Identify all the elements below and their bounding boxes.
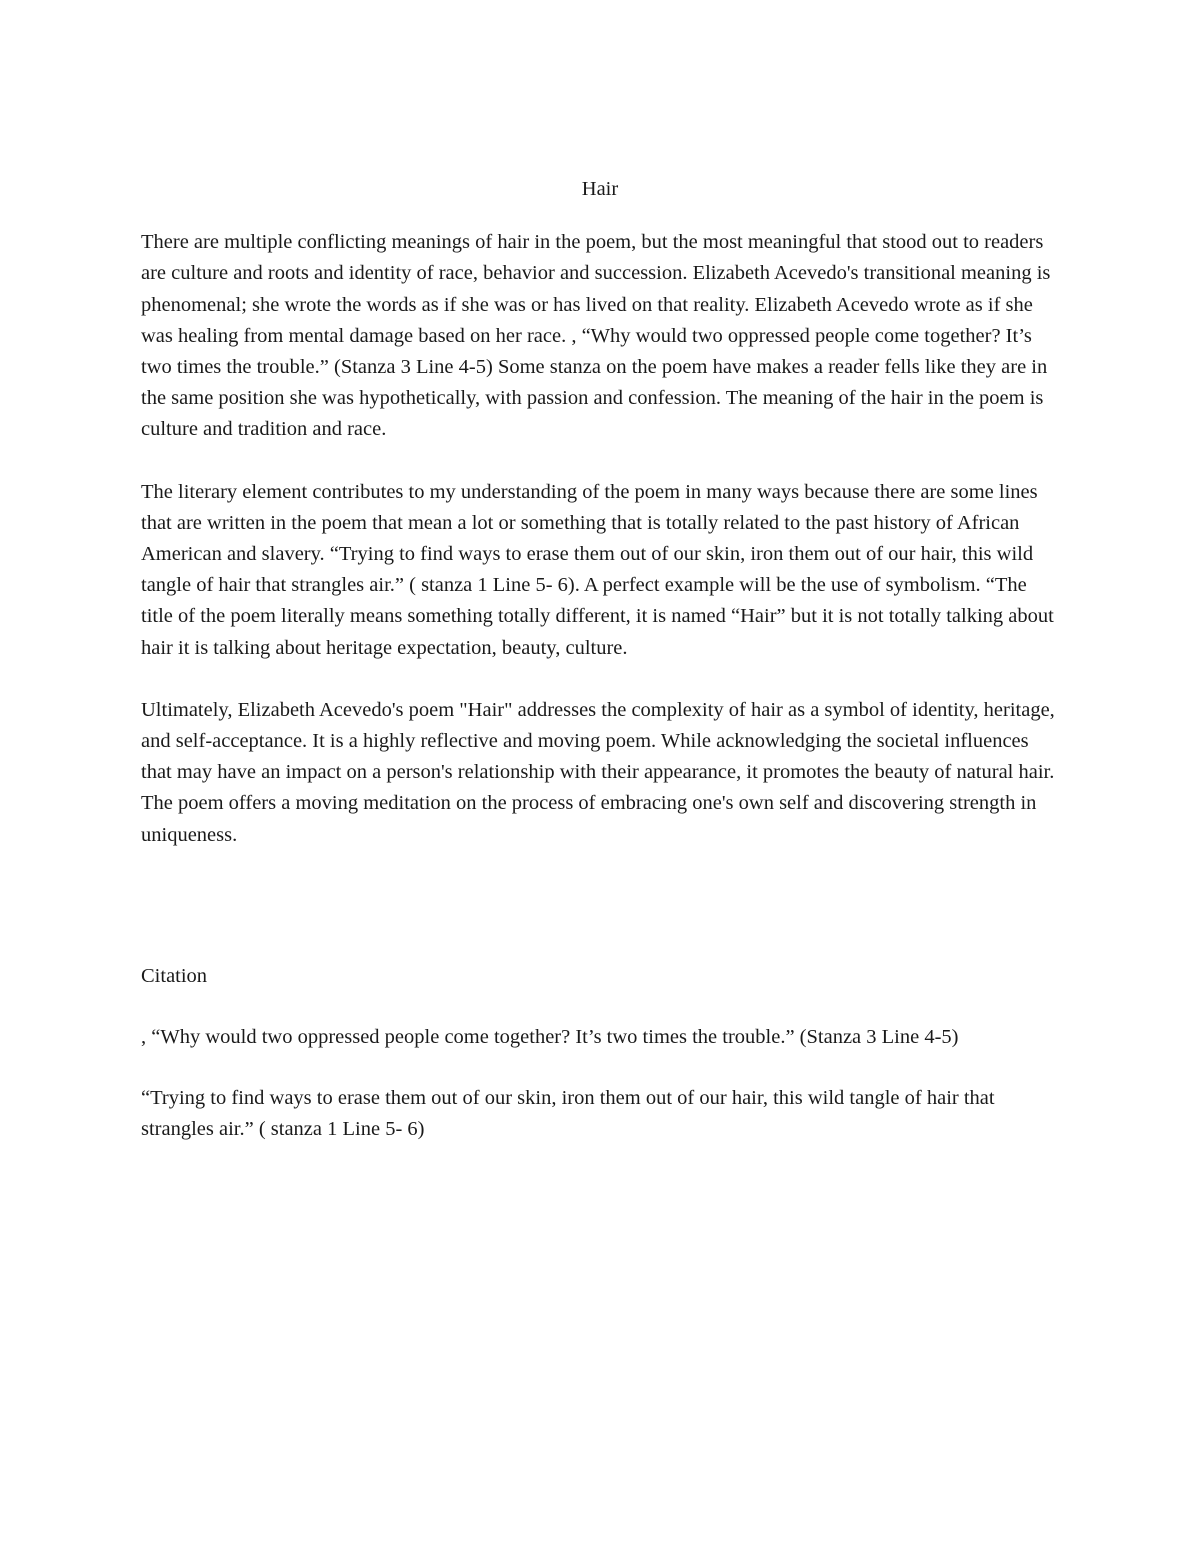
paragraph-2: The literary element contributes to my understanding of the poem in many ways because there are some lines that are written in the poem that mean a lot or something that is totally related to the past history of African American and slavery. “Trying to find ways to erase them out of our skin, iron them out of our hair, this wild tangle of hair that strangles air.” ( stanza 1 Line 5- 6). A perfect example will be the use of symbolism. “The title of the poem literally means something totally different, it is named “Hair” but it is not totally talking about hair it is talking about heritage expectation, beauty, culture. <box>141 480 1054 659</box>
citation-2: “Trying to find ways to erase them out of our skin, iron them out of our hair, this wild tangle of hair that strangles air.” ( stanza 1 Line 5- 6) <box>141 1087 995 1141</box>
document-body <box>141 174 1059 1176</box>
document-title: Hair <box>581 178 619 200</box>
paragraph-3: Ultimately, Elizabeth Acevedo's poem "Hair" addresses the complexity of hair as a symbol of identity, heritage, and self-acceptance. It is a highly reflective and moving poem. While acknowledging the societal influences that may have an impact on a person's relationship with their appearance, it promotes the beauty of natural hair. The poem offers a moving meditation on the process of embracing one's own self and discovering strength in uniqueness. <box>141 698 1055 846</box>
citation-heading: Citation <box>141 964 208 987</box>
paragraph-1: There are multiple conflicting meanings of hair in the poem, but the most meaningful that stood out to readers are culture and roots and identity of race, behavior and succession. Elizabeth Acevedo's transitional meaning is phenomenal; she wrote the words as if she was or has lived on that reality. Elizabeth Acevedo wrote as if she was healing from mental damage based on her race. , “Why would two oppressed people come together? It’s two times the trouble.” (Stanza 3 Line 4-5) Some stanza on the poem have makes a reader fells like they are in the same position she was hypothetically, with passion and confession. The meaning of the hair in the poem is culture and tradition and race. <box>141 231 1051 441</box>
citation-1: , “Why would two oppressed people come together? It’s two times the trouble.” (Stanza 3 Line 4-5) <box>141 1026 959 1049</box>
